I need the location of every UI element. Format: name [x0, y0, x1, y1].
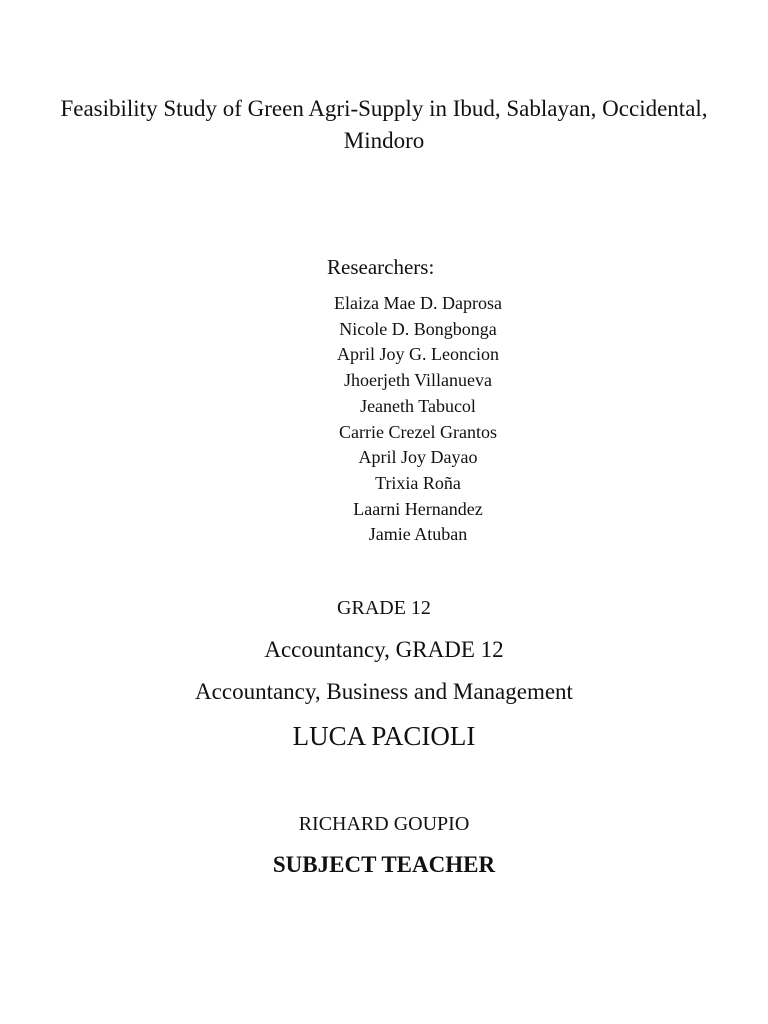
grade-level: GRADE 12 — [337, 597, 431, 619]
researcher-name: April Joy Dayao — [358, 447, 478, 468]
researchers-label: Researchers: — [327, 255, 435, 279]
researcher-list — [218, 291, 618, 548]
researcher-name: Jhoerjeth Villanueva — [343, 370, 493, 391]
researcher-name: April Joy G. Leoncion — [337, 344, 499, 365]
researcher-name: Trixia Roña — [375, 472, 461, 493]
researcher-name: Elaiza Mae D. Daprosa — [334, 293, 502, 313]
teacher-name: RICHARD GOUPIO — [298, 813, 470, 835]
strand-short: Accountancy, GRADE 12 — [264, 637, 504, 662]
section-name: LUCA PACIOLI — [292, 721, 476, 751]
researcher-name: Carrie Crezel Grantos — [339, 421, 497, 442]
researcher-name: Nicole D. Bongbonga — [339, 318, 497, 339]
researcher-name: Jeaneth Tabucol — [360, 395, 476, 416]
strand-full: Accountancy, Business and Management — [195, 679, 573, 704]
researcher-name: Jamie Atuban — [368, 524, 468, 545]
teacher-role: SUBJECT TEACHER — [272, 852, 496, 877]
document-title: Feasibility Study of Green Agri-Supply in Ibud, Sablayan, Occidental, Mindoro — [60, 96, 708, 153]
researcher-name: Laarni Hernandez — [353, 498, 483, 519]
